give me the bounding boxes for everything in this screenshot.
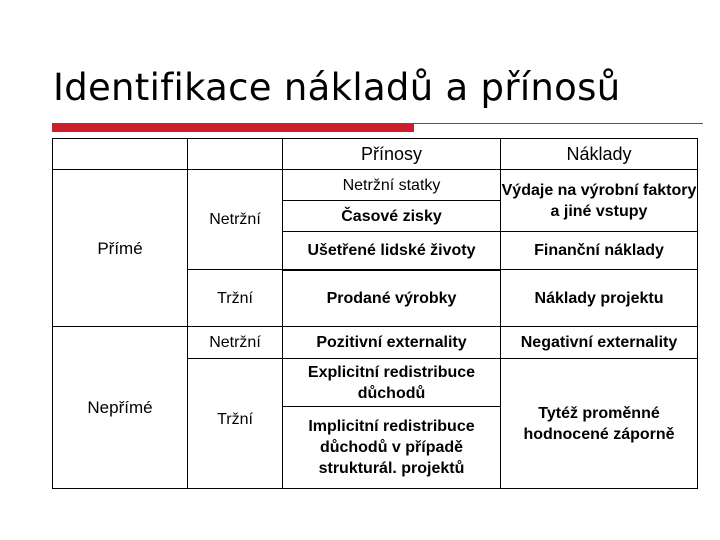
header-empty-1 [53, 139, 188, 170]
prime-netrzni-prinos-3: Ušetřené lidské životy [283, 232, 501, 270]
prime-trzni-prinos: Prodané výrobky [283, 270, 501, 327]
title-underline [414, 123, 703, 124]
page-title: Identifikace nákladů a přínosů [53, 66, 621, 109]
neprime-trzni-prinos-1: Explicitní redistribuce důchodů [283, 359, 501, 407]
row-label-prime: Přímé [53, 170, 188, 327]
prime-netrzni-label: Netržní [188, 170, 283, 270]
prime-netrzni-naklad-1: Výdaje na výrobní faktory a jiné vstupy [501, 170, 698, 232]
cost-benefit-table [52, 138, 698, 489]
prime-netrzni-naklad-2: Finanční náklady [501, 232, 698, 270]
neprime-trzni-naklad: Tytéž proměnné hodnocené záporně [501, 359, 698, 489]
neprime-trzni-prinos-2: Implicitní redistribuce důchodů v případě strukturál. projektů [283, 407, 501, 489]
row-label-neprime: Nepřímé [53, 327, 188, 489]
prime-netrzni-prinos-1: Netržní statky [283, 170, 501, 201]
neprime-netrzni-prinos: Pozitivní externality [283, 327, 501, 359]
title-accent-bar [52, 123, 414, 132]
prime-trzni-naklad: Náklady projektu [501, 270, 698, 327]
header-prinosy: Přínosy [283, 139, 501, 170]
neprime-trzni-label: Tržní [188, 359, 283, 489]
prime-trzni-label: Tržní [188, 270, 283, 327]
neprime-netrzni-label: Netržní [188, 327, 283, 359]
neprime-netrzni-naklad: Negativní externality [501, 327, 698, 359]
header-empty-2 [188, 139, 283, 170]
header-naklady: Náklady [501, 139, 698, 170]
prime-netrzni-prinos-2: Časové zisky [283, 201, 501, 232]
